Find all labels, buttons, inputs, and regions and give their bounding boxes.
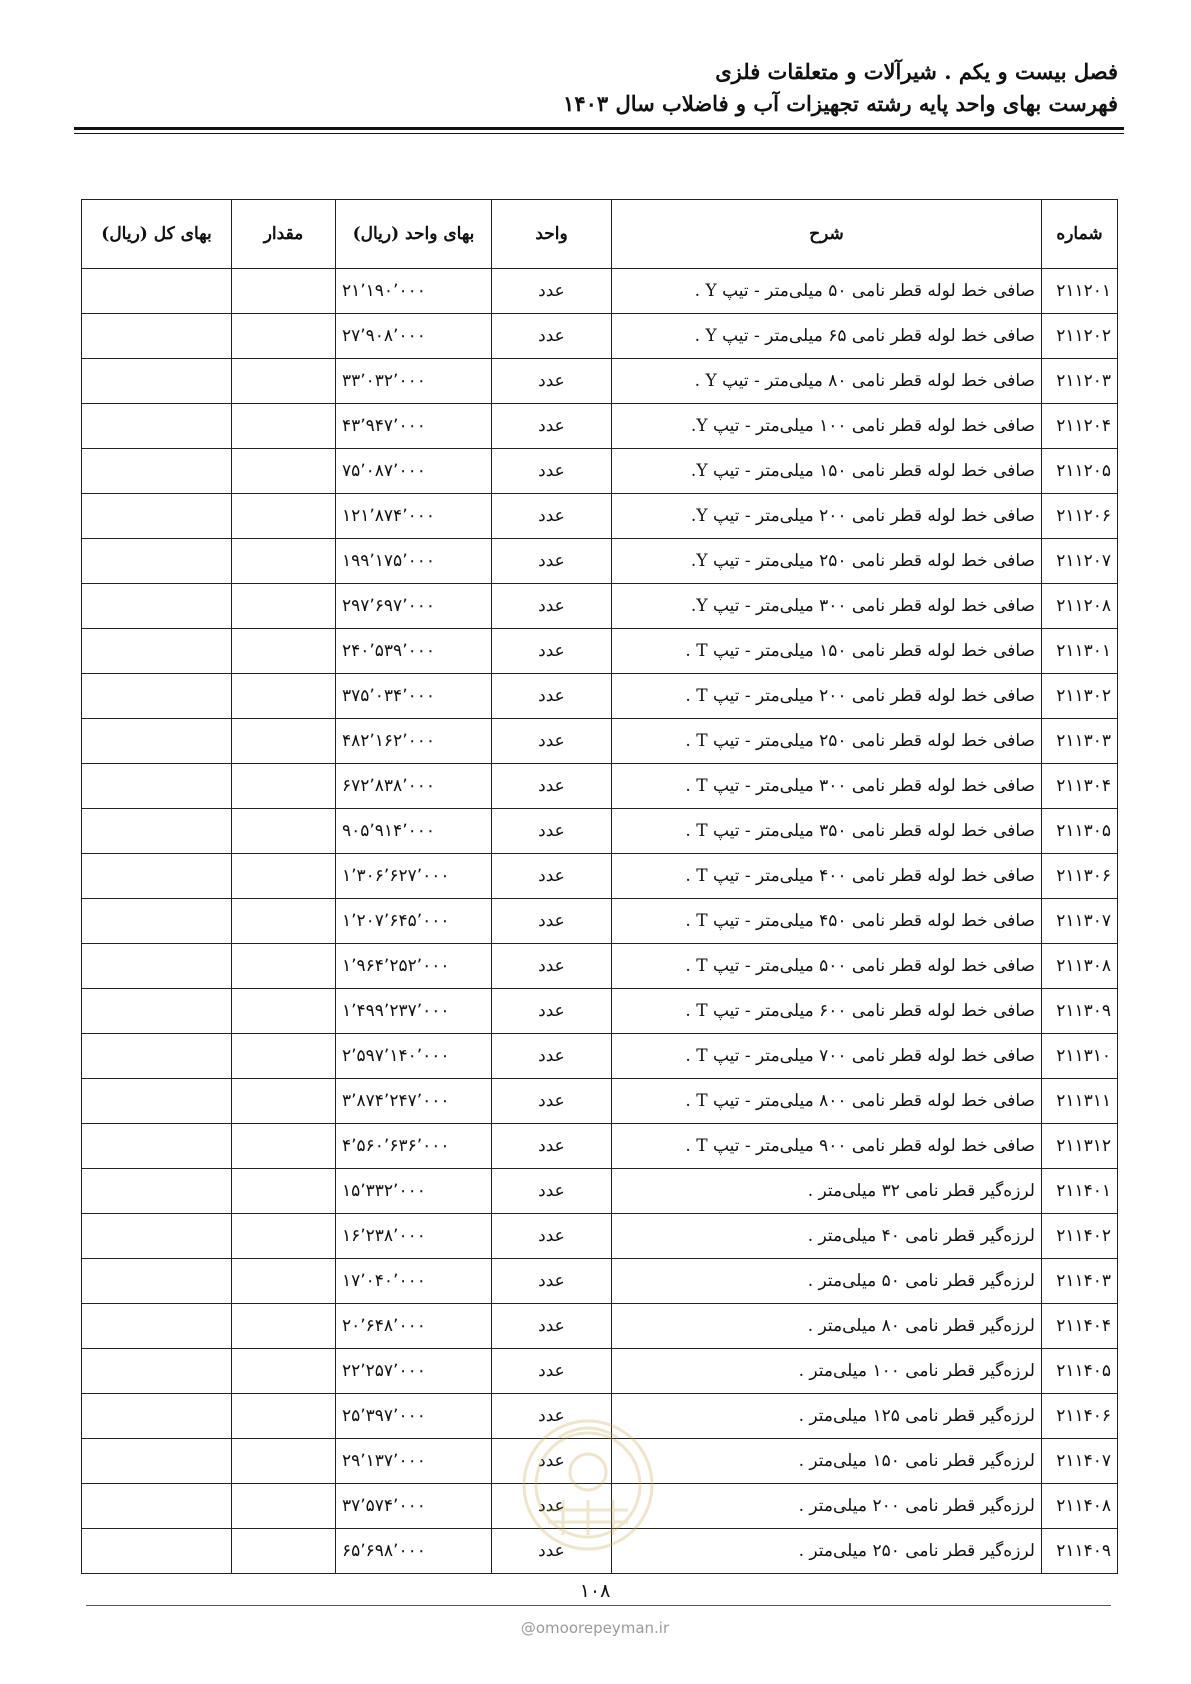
page-number: ۱۰۸	[579, 1580, 611, 1602]
item-unit-price: ۳٬۸۷۴٬۲۴۷٬۰۰۰	[336, 1079, 492, 1124]
table-row	[82, 944, 1118, 989]
item-unit: عدد	[492, 764, 612, 809]
item-code: ۲۱۱۳۰۹	[1042, 989, 1118, 1034]
item-unit-price: ۳۷٬۵۷۴٬۰۰۰	[336, 1484, 492, 1529]
item-quantity	[232, 314, 336, 359]
item-description: صافی خط لوله قطر نامی ۸۰ میلی‌متر - تیپ Y .	[612, 359, 1042, 404]
item-code: ۲۱۱۲۰۶	[1042, 494, 1118, 539]
table-row	[82, 359, 1118, 404]
item-unit: عدد	[492, 1439, 612, 1484]
table-row	[82, 899, 1118, 944]
item-total-price	[82, 314, 232, 359]
item-quantity	[232, 854, 336, 899]
item-code: ۲۱۱۳۰۶	[1042, 854, 1118, 899]
item-code: ۲۱۱۲۰۲	[1042, 314, 1118, 359]
item-description: صافی خط لوله قطر نامی ۱۵۰ میلی‌متر - تیپ Y.	[612, 449, 1042, 494]
item-quantity	[232, 674, 336, 719]
item-unit-price: ۲۰٬۶۴۸٬۰۰۰	[336, 1304, 492, 1349]
item-unit: عدد	[492, 1124, 612, 1169]
item-quantity	[232, 1439, 336, 1484]
item-total-price	[82, 1259, 232, 1304]
item-quantity	[232, 719, 336, 764]
item-description: صافی خط لوله قطر نامی ۵۰ میلی‌متر - تیپ Y .	[612, 269, 1042, 314]
item-unit: عدد	[492, 314, 612, 359]
table-row	[82, 1079, 1118, 1124]
item-description: لرزه‌گیر قطر نامی ۲۰۰ میلی‌متر .	[612, 1484, 1042, 1529]
table-row	[82, 1169, 1118, 1214]
item-code: ۲۱۱۴۰۶	[1042, 1394, 1118, 1439]
table-header-row	[82, 200, 1118, 269]
table-row	[82, 809, 1118, 854]
item-unit: عدد	[492, 1394, 612, 1439]
item-unit-price: ۱٬۲۰۷٬۶۴۵٬۰۰۰	[336, 899, 492, 944]
item-quantity	[232, 764, 336, 809]
item-total-price	[82, 1349, 232, 1394]
item-code: ۲۱۱۴۰۱	[1042, 1169, 1118, 1214]
item-total-price	[82, 989, 232, 1034]
item-unit-price: ۴۳٬۹۴۷٬۰۰۰	[336, 404, 492, 449]
item-unit: عدد	[492, 899, 612, 944]
item-description: لرزه‌گیر قطر نامی ۲۵۰ میلی‌متر .	[612, 1529, 1042, 1574]
item-unit-price: ۱٬۹۶۴٬۲۵۲٬۰۰۰	[336, 944, 492, 989]
item-code: ۲۱۱۳۰۲	[1042, 674, 1118, 719]
item-quantity	[232, 1349, 336, 1394]
item-description: صافی خط لوله قطر نامی ۲۵۰ میلی‌متر - تیپ Y.	[612, 539, 1042, 584]
item-unit-price: ۲٬۵۹۷٬۱۴۰٬۰۰۰	[336, 1034, 492, 1079]
item-unit-price: ۲۱٬۱۹۰٬۰۰۰	[336, 269, 492, 314]
item-total-price	[82, 1394, 232, 1439]
item-unit: عدد	[492, 809, 612, 854]
item-code: ۲۱۱۴۰۵	[1042, 1349, 1118, 1394]
item-unit: عدد	[492, 1349, 612, 1394]
table-row	[82, 1304, 1118, 1349]
item-quantity	[232, 359, 336, 404]
item-description: لرزه‌گیر قطر نامی ۱۲۵ میلی‌متر .	[612, 1394, 1042, 1439]
table-row	[82, 719, 1118, 764]
header-rule-thick	[74, 127, 1124, 130]
item-description: صافی خط لوله قطر نامی ۲۰۰ میلی‌متر - تیپ Y.	[612, 494, 1042, 539]
table-row	[82, 1124, 1118, 1169]
item-total-price	[82, 854, 232, 899]
item-quantity	[232, 1079, 336, 1124]
col-header-quantity: مقدار	[232, 200, 336, 269]
item-unit-price: ۱٬۳۰۶٬۶۲۷٬۰۰۰	[336, 854, 492, 899]
item-description: لرزه‌گیر قطر نامی ۴۰ میلی‌متر .	[612, 1214, 1042, 1259]
item-description: صافی خط لوله قطر نامی ۳۰۰ میلی‌متر - تیپ Y.	[612, 584, 1042, 629]
item-total-price	[82, 584, 232, 629]
item-total-price	[82, 1304, 232, 1349]
col-header-description: شرح	[612, 200, 1042, 269]
item-description: صافی خط لوله قطر نامی ۷۰۰ میلی‌متر - تیپ T .	[612, 1034, 1042, 1079]
item-total-price	[82, 1439, 232, 1484]
item-unit: عدد	[492, 719, 612, 764]
item-code: ۲۱۱۲۰۵	[1042, 449, 1118, 494]
item-quantity	[232, 584, 336, 629]
item-unit: عدد	[492, 404, 612, 449]
item-total-price	[82, 359, 232, 404]
item-unit-price: ۶۷۲٬۸۳۸٬۰۰۰	[336, 764, 492, 809]
item-code: ۲۱۱۳۰۸	[1042, 944, 1118, 989]
item-quantity	[232, 494, 336, 539]
item-unit: عدد	[492, 1169, 612, 1214]
item-quantity	[232, 629, 336, 674]
item-total-price	[82, 269, 232, 314]
item-unit: عدد	[492, 359, 612, 404]
item-code: ۲۱۱۳۰۵	[1042, 809, 1118, 854]
table-row	[82, 1529, 1118, 1574]
table-row	[82, 989, 1118, 1034]
item-unit-price: ۹۰۵٬۹۱۴٬۰۰۰	[336, 809, 492, 854]
item-unit: عدد	[492, 1304, 612, 1349]
item-code: ۲۱۱۳۰۱	[1042, 629, 1118, 674]
item-total-price	[82, 494, 232, 539]
item-unit: عدد	[492, 1259, 612, 1304]
table-row	[82, 1349, 1118, 1394]
col-header-unit: واحد	[492, 200, 612, 269]
item-description: صافی خط لوله قطر نامی ۶۰۰ میلی‌متر - تیپ T .	[612, 989, 1042, 1034]
item-unit: عدد	[492, 674, 612, 719]
item-quantity	[232, 539, 336, 584]
item-code: ۲۱۱۳۰۷	[1042, 899, 1118, 944]
col-header-total-price: بهای کل (ریال)	[82, 200, 232, 269]
item-description: لرزه‌گیر قطر نامی ۸۰ میلی‌متر .	[612, 1304, 1042, 1349]
item-code: ۲۱۱۳۱۰	[1042, 1034, 1118, 1079]
item-unit: عدد	[492, 1079, 612, 1124]
table-row	[82, 629, 1118, 674]
table-row	[82, 1394, 1118, 1439]
item-unit-price: ۲۴۰٬۵۳۹٬۰۰۰	[336, 629, 492, 674]
item-total-price	[82, 764, 232, 809]
item-total-price	[82, 1034, 232, 1079]
item-quantity	[232, 449, 336, 494]
table-row	[82, 674, 1118, 719]
item-quantity	[232, 1304, 336, 1349]
item-unit-price: ۴٬۵۶۰٬۶۳۶٬۰۰۰	[336, 1124, 492, 1169]
item-quantity	[232, 1034, 336, 1079]
item-unit: عدد	[492, 539, 612, 584]
item-description: لرزه‌گیر قطر نامی ۵۰ میلی‌متر .	[612, 1259, 1042, 1304]
table-row	[82, 314, 1118, 359]
item-quantity	[232, 269, 336, 314]
item-unit-price: ۲۲٬۲۵۷٬۰۰۰	[336, 1349, 492, 1394]
table-row	[82, 854, 1118, 899]
item-code: ۲۱۱۴۰۲	[1042, 1214, 1118, 1259]
item-description: صافی خط لوله قطر نامی ۶۵ میلی‌متر - تیپ Y .	[612, 314, 1042, 359]
item-unit: عدد	[492, 989, 612, 1034]
item-description: صافی خط لوله قطر نامی ۲۵۰ میلی‌متر - تیپ T .	[612, 719, 1042, 764]
table-row	[82, 1259, 1118, 1304]
item-code: ۲۱۱۴۰۹	[1042, 1529, 1118, 1574]
item-description: لرزه‌گیر قطر نامی ۱۰۰ میلی‌متر .	[612, 1349, 1042, 1394]
item-total-price	[82, 1169, 232, 1214]
item-code: ۲۱۱۴۰۴	[1042, 1304, 1118, 1349]
item-unit: عدد	[492, 1529, 612, 1574]
table-row	[82, 494, 1118, 539]
item-unit-price: ۱۶٬۲۳۸٬۰۰۰	[336, 1214, 492, 1259]
item-code: ۲۱۱۳۱۱	[1042, 1079, 1118, 1124]
table-row	[82, 539, 1118, 584]
chapter-title: فصل بیست و یکم . شیرآلات و متعلقات فلزی	[715, 59, 1118, 84]
item-unit-price: ۶۵٬۶۹۸٬۰۰۰	[336, 1529, 492, 1574]
item-description: صافی خط لوله قطر نامی ۵۰۰ میلی‌متر - تیپ T .	[612, 944, 1042, 989]
item-description: صافی خط لوله قطر نامی ۳۰۰ میلی‌متر - تیپ T .	[612, 764, 1042, 809]
item-description: لرزه‌گیر قطر نامی ۱۵۰ میلی‌متر .	[612, 1439, 1042, 1484]
item-quantity	[232, 1529, 336, 1574]
item-quantity	[232, 1259, 336, 1304]
page-header	[74, 56, 1118, 120]
item-total-price	[82, 674, 232, 719]
item-quantity	[232, 1484, 336, 1529]
footer-rule	[86, 1605, 1111, 1606]
item-unit: عدد	[492, 629, 612, 674]
table-row	[82, 269, 1118, 314]
item-unit-price: ۱۹۹٬۱۷۵٬۰۰۰	[336, 539, 492, 584]
item-unit-price: ۲۷٬۹۰۸٬۰۰۰	[336, 314, 492, 359]
document-title: فهرست بهای واحد پایه رشته تجهیزات آب و فاضلاب سال ۱۴۰۳	[563, 91, 1118, 116]
table-row	[82, 404, 1118, 449]
item-description: صافی خط لوله قطر نامی ۲۰۰ میلی‌متر - تیپ T .	[612, 674, 1042, 719]
item-unit: عدد	[492, 1214, 612, 1259]
item-unit: عدد	[492, 1034, 612, 1079]
item-unit-price: ۱۵٬۳۳۲٬۰۰۰	[336, 1169, 492, 1214]
item-unit: عدد	[492, 494, 612, 539]
item-quantity	[232, 989, 336, 1034]
item-unit-price: ۲۹٬۱۳۷٬۰۰۰	[336, 1439, 492, 1484]
item-code: ۲۱۱۴۰۳	[1042, 1259, 1118, 1304]
item-code: ۲۱۱۲۰۷	[1042, 539, 1118, 584]
item-description: صافی خط لوله قطر نامی ۴۰۰ میلی‌متر - تیپ T .	[612, 854, 1042, 899]
item-total-price	[82, 719, 232, 764]
item-code: ۲۱۱۳۰۴	[1042, 764, 1118, 809]
item-total-price	[82, 1079, 232, 1124]
item-unit-price: ۳۷۵٬۰۳۴٬۰۰۰	[336, 674, 492, 719]
item-unit: عدد	[492, 944, 612, 989]
item-total-price	[82, 1214, 232, 1259]
item-description: صافی خط لوله قطر نامی ۴۵۰ میلی‌متر - تیپ T .	[612, 899, 1042, 944]
item-total-price	[82, 449, 232, 494]
table-row	[82, 449, 1118, 494]
table-row	[82, 584, 1118, 629]
item-total-price	[82, 1124, 232, 1169]
item-description: صافی خط لوله قطر نامی ۸۰۰ میلی‌متر - تیپ T .	[612, 1079, 1042, 1124]
item-total-price	[82, 944, 232, 989]
item-quantity	[232, 404, 336, 449]
item-code: ۲۱۱۲۰۸	[1042, 584, 1118, 629]
item-unit-price: ۴۸۲٬۱۶۲٬۰۰۰	[336, 719, 492, 764]
item-quantity	[232, 1124, 336, 1169]
item-unit-price: ۱٬۴۹۹٬۲۳۷٬۰۰۰	[336, 989, 492, 1034]
item-code: ۲۱۱۲۰۳	[1042, 359, 1118, 404]
item-unit: عدد	[492, 269, 612, 314]
item-code: ۲۱۱۴۰۸	[1042, 1484, 1118, 1529]
item-unit: عدد	[492, 449, 612, 494]
item-total-price	[82, 1484, 232, 1529]
item-total-price	[82, 809, 232, 854]
item-quantity	[232, 1214, 336, 1259]
table-row	[82, 1034, 1118, 1079]
col-header-unit-price: بهای واحد (ریال)	[336, 200, 492, 269]
item-total-price	[82, 899, 232, 944]
col-header-code: شماره	[1042, 200, 1118, 269]
item-unit: عدد	[492, 1484, 612, 1529]
item-description: صافی خط لوله قطر نامی ۹۰۰ میلی‌متر - تیپ T .	[612, 1124, 1042, 1169]
item-description: صافی خط لوله قطر نامی ۱۵۰ میلی‌متر - تیپ T .	[612, 629, 1042, 674]
item-code: ۲۱۱۲۰۱	[1042, 269, 1118, 314]
item-code: ۲۱۱۴۰۷	[1042, 1439, 1118, 1484]
item-total-price	[82, 629, 232, 674]
item-description: لرزه‌گیر قطر نامی ۳۲ میلی‌متر .	[612, 1169, 1042, 1214]
item-code: ۲۱۱۳۱۲	[1042, 1124, 1118, 1169]
table-row	[82, 1214, 1118, 1259]
item-unit-price: ۳۳٬۰۳۲٬۰۰۰	[336, 359, 492, 404]
item-unit: عدد	[492, 854, 612, 899]
item-description: صافی خط لوله قطر نامی ۱۰۰ میلی‌متر - تیپ Y.	[612, 404, 1042, 449]
item-unit-price: ۱۲۱٬۸۷۴٬۰۰۰	[336, 494, 492, 539]
item-unit-price: ۲۹۷٬۶۹۷٬۰۰۰	[336, 584, 492, 629]
item-unit-price: ۷۵٬۰۸۷٬۰۰۰	[336, 449, 492, 494]
item-total-price	[82, 1529, 232, 1574]
price-table	[81, 199, 1118, 1574]
item-description: صافی خط لوله قطر نامی ۳۵۰ میلی‌متر - تیپ T .	[612, 809, 1042, 854]
website-watermark: @omoorepeyman.ir	[520, 1619, 670, 1637]
item-unit: عدد	[492, 584, 612, 629]
item-quantity	[232, 1394, 336, 1439]
table-row	[82, 1484, 1118, 1529]
table-row	[82, 764, 1118, 809]
item-total-price	[82, 539, 232, 584]
item-unit-price: ۱۷٬۰۴۰٬۰۰۰	[336, 1259, 492, 1304]
item-code: ۲۱۱۲۰۴	[1042, 404, 1118, 449]
table-row	[82, 1439, 1118, 1484]
item-quantity	[232, 1169, 336, 1214]
item-quantity	[232, 944, 336, 989]
item-quantity	[232, 899, 336, 944]
header-rule-thin	[74, 133, 1124, 134]
item-total-price	[82, 404, 232, 449]
item-code: ۲۱۱۳۰۳	[1042, 719, 1118, 764]
item-quantity	[232, 809, 336, 854]
item-unit-price: ۲۵٬۳۹۷٬۰۰۰	[336, 1394, 492, 1439]
